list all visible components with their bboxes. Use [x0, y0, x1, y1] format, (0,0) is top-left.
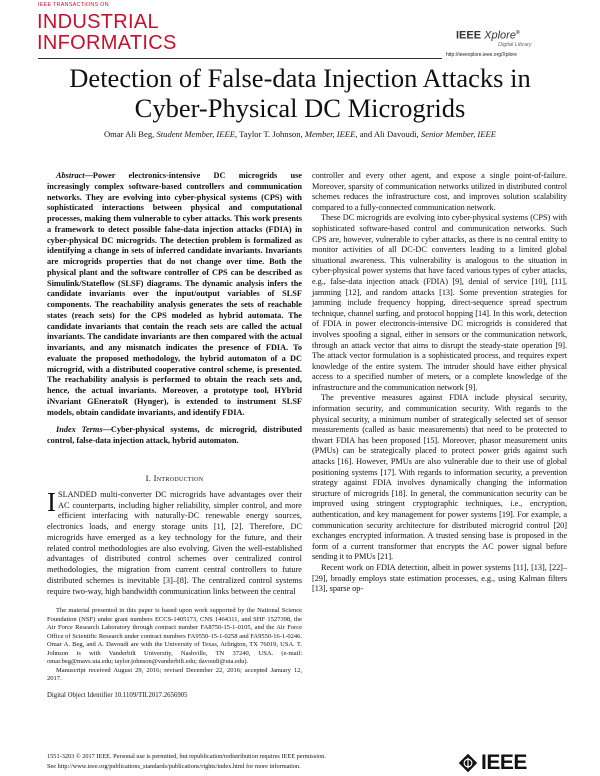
author-3: and Ali Davoudi,: [359, 129, 419, 139]
abstract-text: —Power electronics-intensive DC microgrids use increasingly complex software-based controllers and communication networks. They are evolving into cyber-physical systems (CPS) with sophisticated interactions between physical and computational processes, making them vulnerable to cyber attacks. This work presents a framework to detect possible false-data injection attacks (FDIA) in cyber-physical DC microgrids. The detection problem is formalized as identifying a change in sets of inferred candidate invariants. Invariants are microgrids properties that do not change over time. Both the physical plant and the software controller of CPS can be described as Simulink/Stateflow (SLSF) diagrams. The dynamic analysis infers the candidate invariants over the input/output variables of SLSF components. The reachability analysis generates the sets of reachable states (reach sets) for the CPS modeled as hybrid automata. The candidate invariants that contain the reach sets are called the actual invariants. The candidate invariants are then compared with the actual invariants, and any mismatch indicates the presence of FDIA. To evaluate the proposed methodology, the hybrid automaton of a DC microgrid, with a distributed cooperative control scheme, is presented. The reachability analysis is performed to obtain the reach sets and, hence, the actual invariants. Moreover, a prototype tool, HYbrid iNvariant GEneratoR (Hynger), is extended to instrument SLSF models, obtain candidate invariants, and identify FDIA.: [47, 171, 302, 417]
journal-series: IEEE TRANSACTIONS ON: [38, 2, 109, 8]
section-heading: I. Introduction: [145, 472, 204, 483]
ieee-logo: [458, 752, 527, 774]
intro-p2: These DC microgrids are evolving into cyber-physical systems (CPS) with sophisticated software-based control and communication networks. Such CPS are, however, vulnerable to cyber attacks, as there is no central entity to monitor activities of all DC-DC converters leading to a limited global situational awareness. This vulnerability is analogous to the situation in cyber-physical power systems that have faced various types of cyber attacks, e.g., false-data injection attack (FDIA) [9], denial of service [10], [11], jamming [12], and random attacks [13]. Some prevention strategies for jamming include frequency hopping, direct-sequence spread spectrum technique, channel surfing, and protocol hopping [14]. In this work, detection of FDIA in power electroncis-intensive DC microgrids is considered that involves spoofing a signal, either in sensors or the communication network, through an attack vector that aims to disrupt the steady-state operation [9]. The attack vector formulation is a sophisticated process, and requires expert knowledge of the entire system. The intruder should have either physical access to a specified number of meters, or a complete knowledge of the infrastructure and the communication network [9].: [312, 213, 567, 392]
intro-p1-left: SLANDED multi-converter DC microgrids have advantages over their AC counterparts, including higher reliability, simpler control, and more efficient interfacing with naturally-DC renewable energy sources, electronics loads, and energy storage units [1], [2]. Therefore, DC microgrids have emerged as a key technology for the future, and their related control methodologies are also evolving. Given the well-established advantages of distributed control schemes over centralized control methodologies, the migration from current central controllers to future distributed schemes is inevitable [3]–[8]. The centralized control systems require two-way, high bandwidth communication links between the central: [47, 489, 302, 596]
intro-p4: Recent work on FDIA detection, albeit in power systems [11], [13], [22]–[29], broadly employs state estimation processes, e.g., using Kalman filters [13], sparse op-: [312, 562, 567, 594]
footnote-manuscript: Manuscript received August 29, 2016; revised December 22, 2016; accepted January 12, 2017.: [47, 666, 302, 683]
footnote-funding: The material presented in this paper is based upon work supported by the National Science Foundation (NSF) under grant numbers ECCS-1405173, CNS 1464311, and SHF 1527398, the Air Force Research Laboratory through contract number FA8750-15-1-0105, and the Air Force Office of Scientific Research under contract numbers FA9550-15-1-0258 and FA9550-16-1-0246. Omar A. Beg, and A. Davoudi are with the University of Texas, Arlington, TX 76019, USA. T. Johnson is with Vanderbilt University, Nashville, TN 37240, USA. (e-mail: omar.beg@mavs.uta.edu; taylor.johnson@vanderbilt.edu; davoudi@uta.edu).: [47, 607, 302, 666]
doi: Digital Object Identifier 10.1109/TII.2017.2656905: [47, 691, 188, 699]
title-line-2: Cyber-Physical DC Microgrids: [134, 93, 466, 123]
authors: [0, 129, 600, 140]
left-column: [47, 171, 302, 700]
footnote: [47, 607, 302, 684]
author-3-role: Senior Member, IEEE: [420, 129, 497, 139]
ieee-diamond-icon: [458, 753, 478, 773]
author-1-role: Student Member, IEEE,: [156, 129, 238, 139]
journal-logo: [37, 12, 177, 54]
intro-p3: The preventive measures against FDIA include physical security, information security, and communication security. With regards to the physical security, a minimum number of strategically selected set of sensor measurements (called as basic measurements) that need to be protected to thwart FDIA has been proposed [15]. Moreover, phasor measurement units (PMUs) can be strategically placed to protect power grids against such attacks [16]. However, PMUs are also vulnerable due to their use of global positioning systems [17]. With regards to information security, a prevention strategy against FDIA involves dynamically changing the information structure of microgrids [18]. In general, the communication security can be improved using stringent cryptographic techniques, i.e., encryption, authentication, and key management for power systems [19]. For example, a communication security architecture for distributed microgrid control [20] exchanges encrypted information. A trusted sensing base is proposed in the form of a current transformer that encrypts the AC power signal before sending it to PMUs [21].: [312, 393, 567, 562]
xplore-italic: Xplore: [484, 29, 516, 42]
xplore-url[interactable]: http://ieeexplore.ieee.org/Xplore: [446, 52, 517, 58]
author-2: Taylor T. Johnson,: [239, 129, 303, 139]
index-terms: [47, 425, 302, 447]
intro-right: [312, 171, 567, 595]
index-terms-text: —Cyber-physical systems, dc microgrid, distributed control, false-data injection attack, hybrid automaton.: [47, 425, 302, 445]
author-2-role: Member, IEEE,: [304, 129, 358, 139]
intro-p1-right: controller and every other agent, and expose a single point-of-failure. Moreover, sparsity of communication networks utilized in distributed control schemes reduces the infrastructure cost, and improves solution scalability compared to a fully-connected communication network.: [312, 171, 567, 212]
copyright-line-1: 1551-3203 © 2017 IEEE. Personal use is permitted, but republication/redistribution requires IEEE permission.: [47, 753, 326, 760]
title-line-1: Detection of False-data Injection Attacks in: [69, 63, 531, 93]
abstract-label: Abstract: [56, 171, 85, 180]
paper-title: [0, 63, 600, 123]
abstract: [47, 171, 302, 418]
index-terms-label: Index Terms: [56, 425, 103, 435]
author-1: Omar Ali Beg,: [103, 129, 155, 139]
journal-name-line1: INDUSTRIAL: [37, 11, 159, 33]
copyright: [47, 752, 447, 772]
drop-cap: I: [47, 486, 56, 517]
journal-name-line2: INFORMATICS: [37, 32, 177, 54]
header-rule: [38, 58, 442, 59]
intro-left: [47, 486, 302, 598]
copyright-line-2: See http://www.ieee.org/publications_standards/publications/rights/index.html for more information.: [47, 763, 301, 770]
xplore-brand: IEEE: [456, 29, 482, 42]
ieee-logo-text: IEEE: [481, 751, 527, 774]
xplore-subtitle: Digital Library: [498, 42, 532, 48]
ieee-xplore-logo: IEEE Xplore®: [456, 29, 520, 42]
